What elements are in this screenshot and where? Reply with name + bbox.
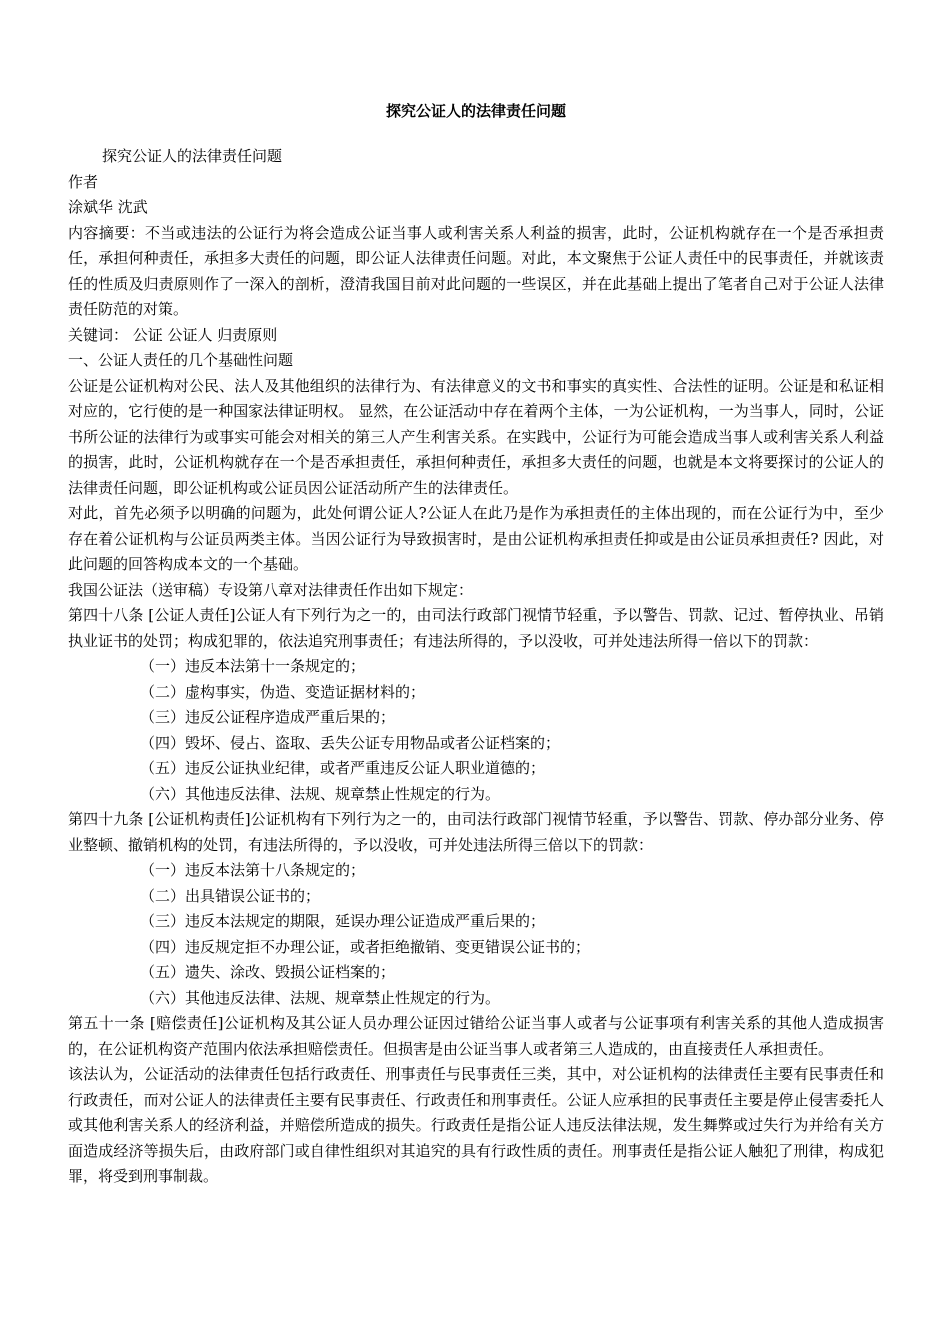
body-paragraph: 对此，首先必须予以明确的问题为，此处何谓公证人?公证人在此乃是作为承担责任的主体出现的，而在公证行为中，至少存在着公证机构与公证员两类主体。当因公证行为导致损害时，是由公证机构承担责任抑或是由公证员承担责任? 因此，对此问题的回答构成本文的一个基础。	[68, 504, 884, 573]
article-51: 第五十一条 [赔偿责任]公证机构及其公证人员办理公证因过错给公证当事人或者与公证事项有利害关系的其他人造成损害的，在公证机构资产范围内依法承担赔偿责任。但损害是由公证当事人或者第三人造成的，由直接责任人承担责任。	[68, 1014, 884, 1058]
author-label: 作者	[68, 172, 99, 191]
list-item: （四）违反规定拒不办理公证，或者拒绝撤销、变更错误公证书的；	[140, 937, 591, 956]
list-item: （五）遗失、涂改、毁损公证档案的；	[140, 963, 396, 981]
list-item: （六）其他违反法律、法规、规章禁止性规定的行为。	[140, 988, 501, 1007]
document-title: 探究公证人的法律责任问题	[385, 102, 566, 120]
section-heading: 一、公证人责任的几个基础性问题	[68, 351, 294, 369]
list-item: （六）其他违反法律、法规、规章禁止性规定的行为。	[140, 784, 501, 803]
body-paragraph: 我国公证法（送审稿）专设第八章对法律责任作出如下规定：	[68, 580, 474, 599]
article-48: 第四十八条 [公证人责任]公证人有下列行为之一的，由司法行政部门视情节轻重，予以警告、罚款、记过、暂停执业、吊销执业证书的处罚；构成犯罪的，依法追究刑事责任；有违法所得的，予以没收，可并处违法所得一倍以下的罚款：	[68, 606, 884, 650]
article-49: 第四十九条 [公证机构责任]公证机构有下列行为之一的，由司法行政部门视情节轻重，予以警告、罚款、停办部分业务、停业整顿、撤销机构的处罚，有违法所得的，予以没收，可并处违法所得三倍以下的罚款：	[68, 810, 884, 854]
author-names: 涂斌华 沈武	[68, 198, 148, 216]
list-item: （一）违反本法第十八条规定的；	[140, 861, 366, 879]
article-49-list	[68, 858, 884, 1011]
list-item: （五）违反公证执业纪律，或者严重违反公证人职业道德的；	[140, 759, 546, 777]
list-item: （一）违反本法第十一条规定的；	[140, 657, 366, 675]
body-paragraph: 该法认为，公证活动的法律责任包括行政责任、刑事责任与民事责任三类，其中，对公证机构的法律责任主要有民事责任和行政责任，而对公证人的法律责任主要有民事责任、行政责任和刑事责任。公证人应承担的民事责任主要是停止侵害委托人或其他利害关系人的经济利益，并赔偿所造成的损失。行政责任是指公证人违反法律法规，发生舞弊或过失行为并给有关方面造成经济等损失后，由政府部门或自律性组织对其追究的具有行政性质的责任。刑事责任是指公证人触犯了刑律，构成犯罪，将受到刑事制裁。	[68, 1065, 884, 1185]
body-paragraph: 公证是公证机构对公民、法人及其他组织的法律行为、有法律意义的文书和事实的真实性、合法性的证明。公证是和私证相对应的，它行使的是一种国家法律证明权。 显然，在公证活动中存在着两个主体，一为公证机构，一为当事人，同时，公证书所公证的法律行为或事实可能会对相关的第三人产生利害关系。在实践中，公证行为可能会造成当事人或利害关系人利益的损害，此时，公证机构就存在一个是否承担责任，承担何种责任，承担多大责任的问题，也就是本文将要探讨的公证人的法律责任问题，即公证机构或公证员因公证活动所产生的法律责任。	[68, 376, 884, 497]
document-subtitle: 探究公证人的法律责任问题	[102, 147, 283, 165]
list-item: （三）违反公证程序造成严重后果的；	[140, 708, 396, 726]
keywords-line: 关键词： 公证 公证人 归责原则	[68, 325, 278, 344]
list-item: （二）虚构事实，伪造、变造证据材料的；	[140, 682, 426, 701]
abstract-paragraph: 内容摘要：不当或违法的公证行为将会造成公证当事人或利害关系人利益的损害，此时，公证机构就存在一个是否承担责任，承担何种责任，承担多大责任的问题，即公证人法律责任问题。对此，本文聚焦于公证人责任中的民事责任，并就该责任的性质及归责原则作了一深入的剖析，澄清我国目前对此问题的一些误区，并在此基础上提出了笔者自己对于公证人法律责任防范的对策。	[68, 223, 884, 318]
list-item: （二）出具错误公证书的；	[140, 886, 321, 905]
list-item: （四）毁坏、侵占、盗取、丢失公证专用物品或者公证档案的；	[140, 733, 561, 752]
article-48-list	[68, 654, 884, 807]
list-item: （三）违反本法规定的期限，延误办理公证造成严重后果的；	[140, 912, 546, 930]
